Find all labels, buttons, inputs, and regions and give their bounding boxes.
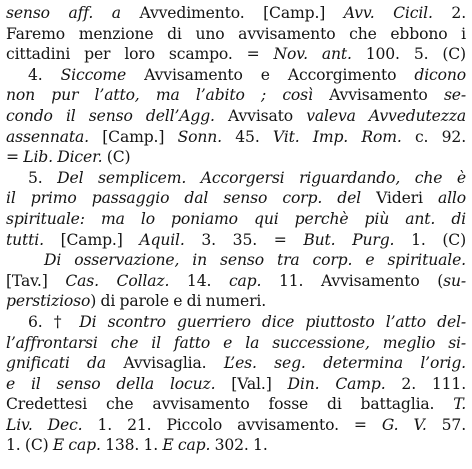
text-line — [6, 127, 466, 148]
italic-text: tutti. — [6, 230, 44, 249]
roman-text: Faremo menzione di uno avvisamento che ebbono i — [6, 24, 466, 43]
roman-text: 1. (C) — [394, 230, 466, 249]
roman-text: 5. — [28, 168, 58, 187]
roman-text: 45. — [221, 127, 273, 146]
italic-text: cap. — [228, 271, 262, 290]
text-line — [6, 147, 466, 168]
italic-text: Nov. ant. — [273, 45, 352, 64]
roman-text: Avvisamento e Accorgimento — [126, 65, 415, 84]
italic-text: Di osservazione, in senso tra corp. e spirituale. — [44, 251, 466, 270]
italic-text: E cap. — [162, 436, 211, 455]
text-line — [6, 85, 466, 106]
italic-text: Din. Camp. — [287, 374, 386, 393]
roman-text: ) di parole e di numeri. — [90, 292, 267, 311]
italic-text: E cap. — [52, 436, 101, 455]
roman-text: 138. 1. — [100, 436, 163, 455]
roman-text: Avvisamento — [312, 86, 444, 105]
roman-text: Avvisaglia. — [106, 354, 224, 373]
roman-text: 1. (C) — [6, 436, 53, 455]
text-line — [6, 394, 466, 415]
roman-text: [Camp.] — [88, 127, 178, 146]
roman-text: 1. 21. Piccolo avvisamento. = — [82, 415, 382, 434]
italic-text: Del semplicem. Accorgersi riguardando, che è — [57, 168, 466, 187]
text-line — [6, 291, 466, 312]
italic-text: l’affrontarsi che il fatto e la successione, meglio si- — [6, 333, 466, 352]
italic-text: dicono — [414, 65, 466, 84]
text-line — [6, 353, 466, 374]
italic-text: Avv. Cicil. — [343, 4, 433, 22]
roman-text: 2. — [432, 4, 466, 22]
roman-text: 100. 5. (C) — [351, 45, 466, 64]
roman-text: Videri — [360, 189, 438, 208]
italic-text: su- — [443, 271, 466, 290]
italic-text: Sonn. — [177, 127, 222, 146]
text-line — [6, 333, 466, 354]
italic-text: senso aff. a — [6, 4, 140, 22]
text-line — [6, 415, 466, 436]
roman-text: 14. — [169, 271, 229, 290]
italic-text: e il senso della locuz. — [6, 374, 216, 393]
italic-text: spirituale: ma lo poniamo qui perchè più ant. di — [6, 209, 466, 228]
italic-text: non pur l’atto, ma l’abito ; così — [6, 86, 313, 105]
text-line — [6, 209, 466, 230]
roman-text: Avvedimento. [Camp.] — [139, 4, 344, 22]
text-line — [6, 271, 466, 292]
text-line — [6, 3, 466, 24]
italic-text: Vit. Imp. Rom. — [272, 127, 402, 146]
roman-text: c. 92. — [401, 127, 466, 146]
text-line — [6, 250, 466, 271]
roman-text: Avvisato — [214, 106, 307, 125]
italic-text: se- — [443, 86, 466, 105]
text-line — [6, 44, 466, 65]
roman-text: [Tav.] — [6, 271, 66, 290]
text-line — [6, 374, 466, 395]
roman-text: [Camp.] — [43, 230, 140, 249]
text-line — [6, 106, 466, 127]
italic-text: Cas. Collaz. — [65, 271, 170, 290]
roman-text: 4. — [28, 65, 61, 84]
text-line — [6, 435, 466, 456]
roman-text: cittadini per loro scampo. = — [6, 45, 274, 64]
dictionary-entry-text — [6, 3, 466, 456]
roman-text: 302. 1. — [210, 436, 268, 455]
roman-text: [Val.] — [215, 374, 288, 393]
roman-text: (C) — [102, 148, 131, 167]
italic-text: Aquil. — [139, 230, 185, 249]
italic-text: T. — [453, 395, 466, 414]
italic-text: L’es. seg. determina l’orig. — [223, 354, 466, 373]
italic-text: gnificati da — [6, 354, 107, 373]
roman-text: 11. Avvisamento ( — [261, 271, 444, 290]
italic-text: perstizioso — [6, 292, 91, 311]
italic-text: Liv. Dec. — [6, 415, 83, 434]
text-line — [6, 24, 466, 45]
italic-text: Di scontro guerriero dice piuttosto l’atto del- — [79, 312, 466, 331]
italic-text: G. V. — [381, 415, 427, 434]
roman-text: 6. † — [28, 312, 80, 331]
text-line — [6, 230, 466, 251]
italic-text: Lib. Dicer. — [23, 148, 103, 167]
italic-text: Siccome — [60, 65, 127, 84]
roman-text: 2. 111. — [385, 374, 466, 393]
roman-text: = — [6, 148, 24, 167]
italic-text: il primo passaggio dal senso corp. del — [6, 189, 361, 208]
text-line — [6, 168, 466, 189]
roman-text: 57. — [426, 415, 466, 434]
text-line — [6, 65, 466, 86]
italic-text: allo — [437, 189, 466, 208]
text-line — [6, 312, 466, 333]
italic-text: But. Purg. — [303, 230, 395, 249]
roman-text: 3. 35. = — [184, 230, 304, 249]
italic-text: condo il senso dell’Agg. — [6, 106, 215, 125]
italic-text: valeva Avvedutezza — [306, 106, 466, 125]
italic-text: assennata. — [6, 127, 89, 146]
roman-text: Credettesi che avvisamento fosse di battaglia. — [6, 395, 454, 414]
text-line — [6, 188, 466, 209]
